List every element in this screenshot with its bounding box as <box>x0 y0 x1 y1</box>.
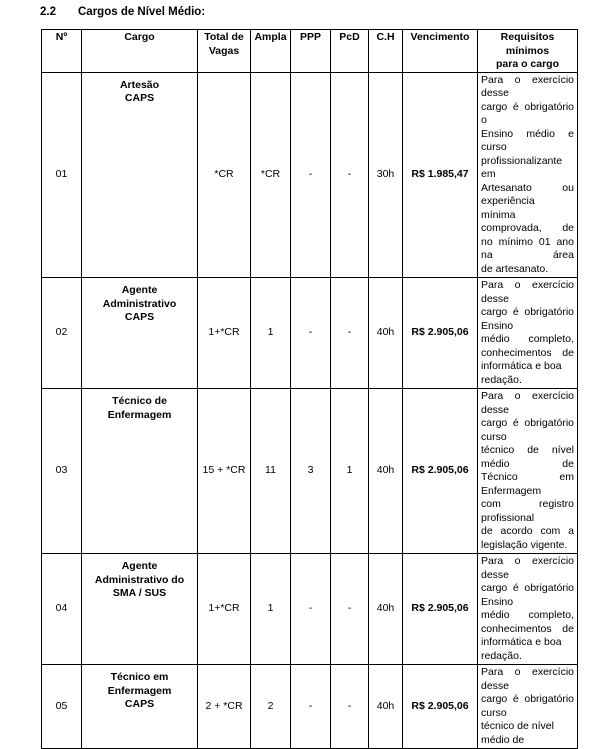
row-number: 02 <box>42 278 82 389</box>
row-cargo: Artesão CAPS <box>82 72 198 278</box>
row-vagas: 1+*CR <box>198 554 251 665</box>
row-vencimento: R$ 2.905,06 <box>403 665 478 749</box>
row-vencimento: R$ 2.905,06 <box>403 278 478 389</box>
row-cargo: Técnico de Enfermagem <box>82 389 198 554</box>
row-pcd: - <box>331 554 369 665</box>
row-ppp: - <box>291 665 331 749</box>
row-pcd: 1 <box>331 389 369 554</box>
header-pcd: PcD <box>331 30 369 73</box>
row-cargo: Agente Administrativo do SMA / SUS <box>82 554 198 665</box>
header-vagas: Total de Vagas <box>198 30 251 73</box>
table-row <box>42 278 578 389</box>
row-ampla: 11 <box>251 389 291 554</box>
header-ch: C.H <box>369 30 403 73</box>
header-ampla: Ampla <box>251 30 291 73</box>
table-header-row <box>42 30 578 73</box>
row-vencimento: R$ 1.985,47 <box>403 72 478 278</box>
section-title: Cargos de Nível Médio: <box>78 6 206 18</box>
row-ampla: 1 <box>251 554 291 665</box>
row-ch: 40h <box>369 554 403 665</box>
row-requisitos: Para o exercício desse cargo é obrigatório o Ensino médio e curso profissionalizante em Artesanato ou experiência mínima comprovada, de no mínimo 01 ano na área de artesanato. <box>478 72 578 278</box>
row-ppp: - <box>291 278 331 389</box>
header-requisitos: Requisitos mínimos para o cargo <box>478 30 578 73</box>
row-vagas: 15 + *CR <box>198 389 251 554</box>
row-cargo: Técnico em Enfermagem CAPS <box>82 665 198 749</box>
row-pcd: - <box>331 72 369 278</box>
section-number: 2.2 <box>40 6 56 18</box>
row-ch: 30h <box>369 72 403 278</box>
table-row <box>42 389 578 554</box>
header-number: Nº <box>42 30 82 73</box>
row-requisitos: Para o exercício desse cargo é obrigatório Ensino médio completo, conhecimentos de informática e boa redação. <box>478 278 578 389</box>
row-vencimento: R$ 2.905,06 <box>403 554 478 665</box>
row-number: 03 <box>42 389 82 554</box>
header-cargo: Cargo <box>82 30 198 73</box>
table-row <box>42 665 578 749</box>
row-vencimento: R$ 2.905,06 <box>403 389 478 554</box>
row-ppp: - <box>291 554 331 665</box>
row-ch: 40h <box>369 665 403 749</box>
row-ampla: *CR <box>251 72 291 278</box>
row-pcd: - <box>331 278 369 389</box>
table-row <box>42 554 578 665</box>
row-ch: 40h <box>369 389 403 554</box>
row-cargo: Agente Administrativo CAPS <box>82 278 198 389</box>
row-number: 01 <box>42 72 82 278</box>
row-vagas: 1+*CR <box>198 278 251 389</box>
row-ch: 40h <box>369 278 403 389</box>
header-vencimento: Vencimento <box>403 30 478 73</box>
row-ampla: 2 <box>251 665 291 749</box>
row-vagas: 2 + *CR <box>198 665 251 749</box>
header-ppp: PPP <box>291 30 331 73</box>
row-vagas: *CR <box>198 72 251 278</box>
row-ampla: 1 <box>251 278 291 389</box>
section-heading <box>40 6 205 18</box>
row-requisitos: Para o exercício desse cargo é obrigatório Ensino médio completo, conhecimentos de informática e boa redação. <box>478 554 578 665</box>
row-number: 04 <box>42 554 82 665</box>
positions-table <box>41 29 578 749</box>
table-row <box>42 72 578 278</box>
row-ppp: 3 <box>291 389 331 554</box>
row-ppp: - <box>291 72 331 278</box>
row-pcd: - <box>331 665 369 749</box>
row-requisitos: Para o exercício desse cargo é obrigatório curso técnico de nível médio de <box>478 665 578 749</box>
row-requisitos: Para o exercício desse cargo é obrigatório curso técnico de nível médio de Técnico em Enfermagem com registro profissional de acordo com a legislação vigente. <box>478 389 578 554</box>
row-number: 05 <box>42 665 82 749</box>
